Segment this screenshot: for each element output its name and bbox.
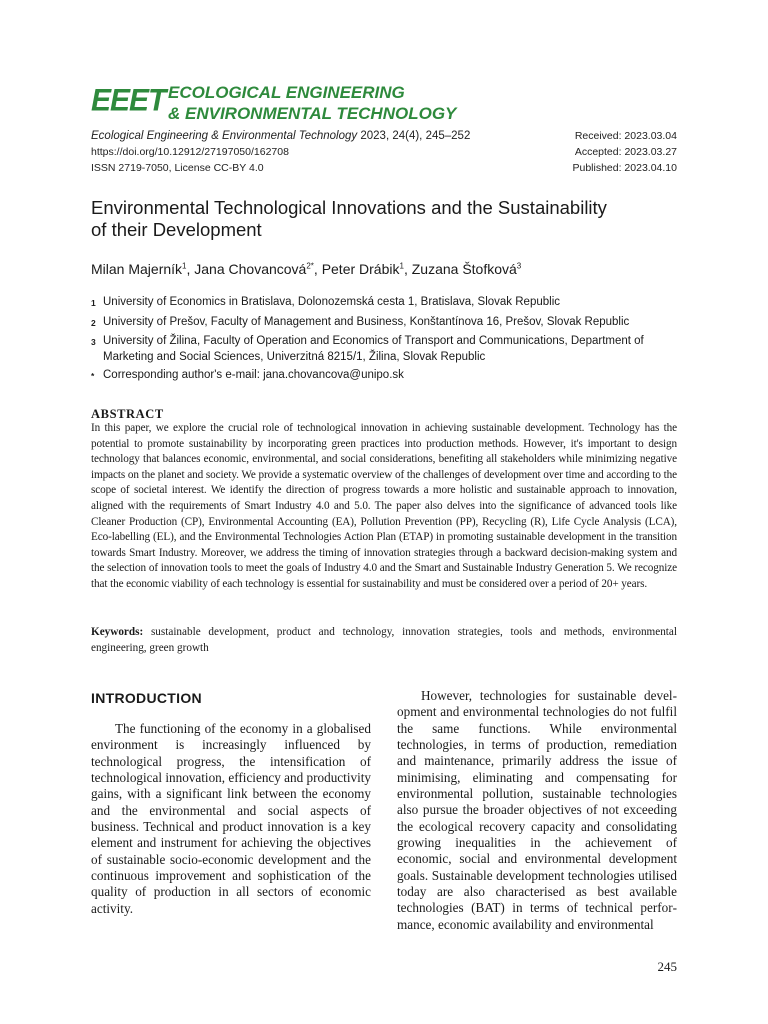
author-mark: 2* bbox=[306, 261, 314, 271]
keywords-block bbox=[91, 625, 677, 656]
journal-logo: EEET bbox=[91, 83, 166, 118]
body-text-left-column: The functioning of the economy in a globalised environment is increasingly influenced by technological progress, the intensification of technological innovation, efficiency and productivity gains, with a significant link between the economy and the environmental and social aspects of business. Technical and product innovation is a key element and instrument for achieving the objectives of sustainable socio-economic development and the continuous improvement and sophistication of the quality of production in all sectors of economic activity. bbox=[91, 721, 371, 916]
body-text-right-column: However, technologies for sustainable development and environmental technologies do not fulfil the same functions. While environmental technologies, in terms of production, remediation and maintenance, primarily address the issue of minimising, eliminating and compensating for environmental pollution, sustainable technologies also pursue the broader objectives of not exceeding the ecological recovery capacity and consolidating growing inequalities in the achievement of economic, social and environmental development goals. Sustainable development technologies utilised today are also characterised as best available technologies (BAT) in terms of technical performance, economic availability and environmental bbox=[397, 688, 677, 932]
author-mark: 1 bbox=[182, 261, 187, 271]
author-list: Milan Majerník$^1$, Jana Chovancová$^{2*}$, Peter Drábik$^1$, Zuzana Štofková$^3$ bbox=[91, 261, 522, 277]
article-title-line1: Environmental Technological Innovations and the Sustainability bbox=[91, 197, 607, 218]
published-date: Published: 2023.04.10 bbox=[572, 162, 677, 174]
article-title-line2: of their Development bbox=[91, 219, 262, 240]
affiliation-mark: 1 bbox=[91, 298, 96, 308]
author-name: Zuzana Štofková bbox=[411, 261, 517, 277]
citation-journal: Ecological Engineering & Environmental Technology bbox=[91, 130, 358, 142]
doi-link[interactable]: https://doi.org/10.12912/27197050/162708 bbox=[91, 146, 289, 158]
author-name: Peter Drábik bbox=[321, 261, 400, 277]
author-mark: 3 bbox=[516, 261, 522, 271]
received-date: Received: 2023.03.04 bbox=[574, 130, 677, 142]
affiliation-text: University of Žilina, Faculty of Operation and Economics of Transport and Communications, Department of Marketing and Social Sciences, Univerzitná 8215/1, Žilina, Slovak Republic bbox=[103, 335, 644, 363]
affiliation-item bbox=[91, 368, 686, 385]
author-name: Jana Chovancová bbox=[194, 261, 307, 277]
article-dates bbox=[572, 128, 677, 176]
abstract-heading: ABSTRACT bbox=[91, 407, 164, 421]
journal-name-line1: ECOLOGICAL ENGINEERING bbox=[168, 83, 405, 102]
affiliation-mark: * bbox=[91, 371, 95, 381]
citation-details: 2023, 24(4), 245–252 bbox=[357, 130, 471, 142]
journal-name bbox=[168, 82, 456, 124]
affiliation-item bbox=[91, 295, 686, 312]
affiliation-text: Corresponding author's e-mail: jana.chovancova@unipo.sk bbox=[103, 369, 404, 381]
affiliation-list bbox=[91, 295, 686, 388]
keywords-text: sustainable development, product and technology, innovation strategies, tools and methods, environmental engineering, green growth bbox=[91, 626, 677, 654]
section-heading-introduction: INTRODUCTION bbox=[91, 690, 202, 706]
citation-block bbox=[91, 128, 470, 176]
citation-line bbox=[91, 128, 470, 144]
abstract-text: In this paper, we explore the crucial role of technological innovation in achieving sustainable development. Technology has the potential to promote sustainability by incorporating green practices into production methods. However, it's important to design technology that balances economic, environmental, and social considerations, benefiting all stakeholders while minimizing negative impacts on the planet and society. We provide a systematic overview of the challenges of development over time and according to the scope of societal interest. We identify the direction of progress towards a more holistic and sustainable approach to innovation, aligned with the requirements of Smart Industry 4.0 and 5.0. The paper also delves into the significance of advanced tools like Cleaner Production (CP), Environmental Accounting (EA), Pollution Prevention (PP), Recycling (R), Life Cycle Analysis (LCA), Eco-labelling (EL), and the Environmental Technologies Action Plan (ETAP) in promoting sustainable development in the transition towards Smart Industry. Moreover, we address the timing of innovation strategies through a backward decision-making system and the selection of innovation tools to meet the goals of Industry 4.0 and the Smart and Sustainable Industry Generation 5. We recognize that the economic viability of each technology is essential for sustainability and must be considered over a period of 20+ years. bbox=[91, 422, 677, 590]
keywords-label: Keywords: bbox=[91, 626, 144, 638]
accepted-date: Accepted: 2023.03.27 bbox=[574, 146, 677, 158]
journal-name-line2: & ENVIRONMENTAL TECHNOLOGY bbox=[168, 104, 457, 123]
author-name: Milan Majerník bbox=[91, 261, 183, 277]
affiliation-text: University of Prešov, Faculty of Management and Business, Konštantínova 16, Prešov, Slovak Republic bbox=[103, 315, 630, 328]
page-number: 245 bbox=[657, 959, 677, 974]
affiliation-mark: 3 bbox=[91, 337, 96, 347]
affiliation-item bbox=[91, 334, 686, 365]
author-mark: 1 bbox=[399, 261, 404, 271]
affiliation-item bbox=[91, 315, 686, 332]
affiliation-mark: 2 bbox=[91, 317, 96, 328]
affiliation-text: University of Economics in Bratislava, Dolonozemská cesta 1, Bratislava, Slovak Republic bbox=[103, 296, 560, 308]
article-title bbox=[91, 197, 681, 241]
issn-license: ISSN 2719-7050, License CC-BY 4.0 bbox=[91, 162, 264, 174]
